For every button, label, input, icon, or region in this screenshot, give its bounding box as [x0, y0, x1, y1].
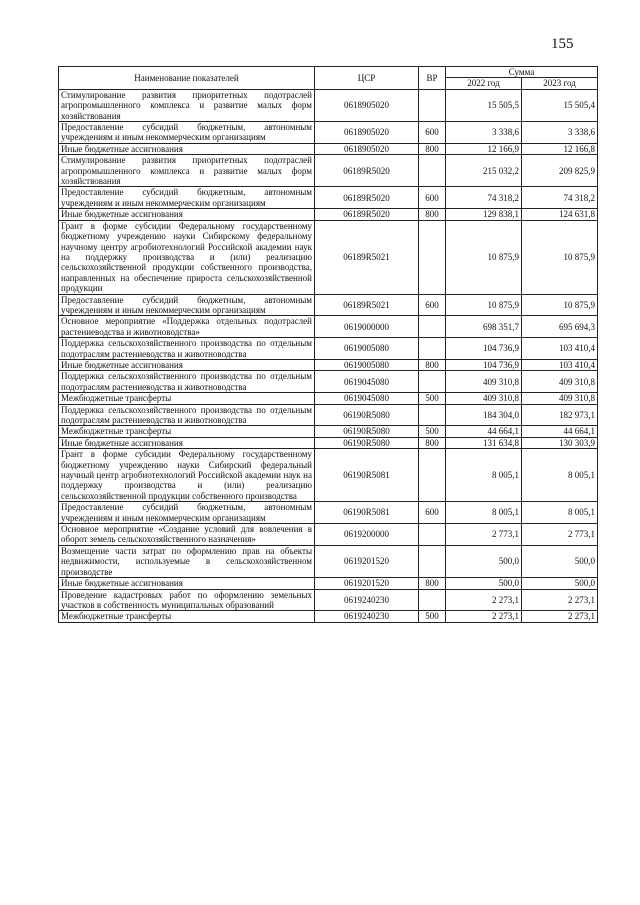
row-name: Иные бюджетные ассигнования	[59, 359, 315, 370]
row-csr: 0618905020	[315, 143, 419, 154]
table-row	[59, 89, 598, 121]
row-name: Предоставление субсидий бюджетным, автономным учреждениям и иным некоммерческим организациям	[59, 502, 315, 524]
row-csr: 0619200000	[315, 524, 419, 546]
row-sum-2022: 8 005,1	[446, 449, 522, 502]
row-sum-2023: 10 875,9	[522, 220, 598, 294]
header-name: Наименование показателей	[59, 67, 315, 90]
row-vr: 500	[419, 426, 446, 437]
row-sum-2023: 12 166,8	[522, 143, 598, 154]
row-sum-2022: 10 875,9	[446, 220, 522, 294]
row-sum-2022: 15 505,5	[446, 89, 522, 121]
row-name: Предоставление субсидий бюджетным, автономным учреждениям и иным некоммерческим организациям	[59, 294, 315, 316]
row-sum-2022: 215 032,2	[446, 155, 522, 187]
row-name: Предоставление субсидий бюджетным, автономным учреждениям и иным некоммерческим организациям	[59, 187, 315, 209]
row-sum-2022: 3 338,6	[446, 122, 522, 144]
row-sum-2023: 130 303,9	[522, 437, 598, 448]
row-sum-2023: 409 310,8	[522, 393, 598, 404]
table-row	[59, 209, 598, 220]
row-vr: 500	[419, 393, 446, 404]
row-csr: 06190R5080	[315, 426, 419, 437]
table-row	[59, 589, 598, 611]
table-row	[59, 220, 598, 294]
row-vr	[419, 589, 446, 611]
table-row	[59, 294, 598, 316]
row-vr: 600	[419, 502, 446, 524]
row-sum-2023: 103 410,4	[522, 338, 598, 360]
row-csr: 06190R5081	[315, 502, 419, 524]
row-name: Иные бюджетные ассигнования	[59, 578, 315, 589]
row-vr: 800	[419, 359, 446, 370]
table-row	[59, 611, 598, 622]
row-sum-2022: 129 838,1	[446, 209, 522, 220]
row-sum-2022: 2 773,1	[446, 524, 522, 546]
row-name: Поддержка сельскохозяйственного производства по отдельным подотраслям растениеводства и животноводства	[59, 338, 315, 360]
table-row	[59, 338, 598, 360]
table-row	[59, 426, 598, 437]
row-csr: 06189R5021	[315, 294, 419, 316]
row-sum-2023: 103 410,4	[522, 359, 598, 370]
row-name: Поддержка сельскохозяйственного производства по отдельным подотраслям растениеводства и животноводства	[59, 371, 315, 393]
row-sum-2023: 209 825,9	[522, 155, 598, 187]
row-csr: 0619240230	[315, 589, 419, 611]
row-vr	[419, 220, 446, 294]
row-name: Иные бюджетные ассигнования	[59, 209, 315, 220]
table-row	[59, 578, 598, 589]
row-sum-2023: 8 005,1	[522, 502, 598, 524]
row-sum-2022: 698 351,7	[446, 316, 522, 338]
table-row	[59, 122, 598, 144]
row-name: Межбюджетные трансферты	[59, 611, 315, 622]
row-sum-2023: 8 005,1	[522, 449, 598, 502]
table-row	[59, 143, 598, 154]
row-vr: 800	[419, 437, 446, 448]
row-sum-2023: 500,0	[522, 578, 598, 589]
row-csr: 0619045080	[315, 393, 419, 404]
row-name: Иные бюджетные ассигнования	[59, 437, 315, 448]
table-body	[59, 89, 598, 622]
row-csr: 06189R5020	[315, 187, 419, 209]
table-row	[59, 545, 598, 577]
row-sum-2022: 500,0	[446, 578, 522, 589]
row-vr: 800	[419, 209, 446, 220]
row-csr: 0619240230	[315, 611, 419, 622]
row-csr: 06190R5080	[315, 404, 419, 426]
row-sum-2022: 74 318,2	[446, 187, 522, 209]
row-sum-2023: 2 773,1	[522, 524, 598, 546]
row-name: Предоставление субсидий бюджетным, автономным учреждениям и иным некоммерческим организациям	[59, 122, 315, 144]
table-row	[59, 155, 598, 187]
row-vr	[419, 155, 446, 187]
row-vr	[419, 404, 446, 426]
row-sum-2023: 182 973,1	[522, 404, 598, 426]
table-row	[59, 359, 598, 370]
row-name: Проведение кадастровых работ по оформлению земельных участков в собственность муниципальных образований	[59, 589, 315, 611]
row-sum-2022: 104 736,9	[446, 359, 522, 370]
table-row	[59, 404, 598, 426]
row-csr: 0619005080	[315, 359, 419, 370]
table-row	[59, 437, 598, 448]
row-csr: 06189R5020	[315, 209, 419, 220]
table-row	[59, 371, 598, 393]
row-csr: 0618905020	[315, 122, 419, 144]
row-name: Межбюджетные трансферты	[59, 426, 315, 437]
table-row	[59, 449, 598, 502]
row-sum-2023: 3 338,6	[522, 122, 598, 144]
row-name: Возмещение части затрат по оформлению прав на объекты недвижимости, используемые в сельскохозяйственном производстве	[59, 545, 315, 577]
row-name: Поддержка сельскохозяйственного производства по отдельным подотраслям растениеводства и животноводства	[59, 404, 315, 426]
table-row	[59, 316, 598, 338]
row-csr: 0619201520	[315, 545, 419, 577]
row-vr: 600	[419, 294, 446, 316]
header-year-2023: 2023 год	[522, 78, 598, 89]
row-vr	[419, 545, 446, 577]
row-vr	[419, 524, 446, 546]
row-sum-2022: 131 634,8	[446, 437, 522, 448]
row-vr: 600	[419, 122, 446, 144]
row-vr	[419, 316, 446, 338]
row-sum-2022: 409 310,8	[446, 393, 522, 404]
row-sum-2022: 500,0	[446, 545, 522, 577]
row-csr: 06189R5021	[315, 220, 419, 294]
row-vr: 800	[419, 143, 446, 154]
row-vr	[419, 449, 446, 502]
row-sum-2023: 500,0	[522, 545, 598, 577]
row-name: Стимулирование развития приоритетных подотраслей агропромышленного комплекса и развитие малых форм хозяйствования	[59, 89, 315, 121]
row-name: Основное мероприятие «Поддержка отдельных подотраслей растениеводства и животноводства»	[59, 316, 315, 338]
row-sum-2022: 44 664,1	[446, 426, 522, 437]
row-vr	[419, 89, 446, 121]
row-csr: 06189R5020	[315, 155, 419, 187]
row-sum-2022: 2 273,1	[446, 611, 522, 622]
row-sum-2022: 12 166,9	[446, 143, 522, 154]
header-sum: Сумма	[446, 67, 598, 78]
row-csr: 0619005080	[315, 338, 419, 360]
row-name: Межбюджетные трансферты	[59, 393, 315, 404]
row-vr: 600	[419, 187, 446, 209]
row-csr: 0618905020	[315, 89, 419, 121]
row-vr	[419, 338, 446, 360]
table-row	[59, 393, 598, 404]
row-sum-2023: 10 875,9	[522, 294, 598, 316]
header-csr: ЦСР	[315, 67, 419, 90]
row-name: Стимулирование развития приоритетных подотраслей агропромышленного комплекса и развитие малых форм хозяйствования	[59, 155, 315, 187]
row-name: Грант в форме субсидии Федеральному государственному бюджетному учреждению науки Сибирский федеральный научный центр агробиотехнологий Российской академии наук на поддержку производства и (или) реализацию сельскохозяйственной продукции собственного производства	[59, 449, 315, 502]
row-sum-2023: 74 318,2	[522, 187, 598, 209]
row-vr	[419, 371, 446, 393]
row-sum-2022: 10 875,9	[446, 294, 522, 316]
page-number: 155	[551, 36, 574, 52]
row-sum-2023: 2 273,1	[522, 611, 598, 622]
row-csr: 0619045080	[315, 371, 419, 393]
row-sum-2023: 2 273,1	[522, 589, 598, 611]
row-sum-2022: 2 273,1	[446, 589, 522, 611]
header-year-2022: 2022 год	[446, 78, 522, 89]
row-sum-2023: 409 310,8	[522, 371, 598, 393]
row-csr: 0619000000	[315, 316, 419, 338]
row-sum-2023: 124 631,8	[522, 209, 598, 220]
row-csr: 0619201520	[315, 578, 419, 589]
header-vr: ВР	[419, 67, 446, 90]
table-row	[59, 187, 598, 209]
row-name: Основное мероприятие «Создание условий для вовлечения в оборот земель сельскохозяйственного назначения»	[59, 524, 315, 546]
table-row	[59, 502, 598, 524]
row-sum-2023: 695 694,3	[522, 316, 598, 338]
row-sum-2022: 184 304,0	[446, 404, 522, 426]
row-vr: 800	[419, 578, 446, 589]
row-name: Иные бюджетные ассигнования	[59, 143, 315, 154]
row-sum-2022: 104 736,9	[446, 338, 522, 360]
row-vr: 500	[419, 611, 446, 622]
row-sum-2023: 15 505,4	[522, 89, 598, 121]
row-csr: 06190R5081	[315, 449, 419, 502]
row-sum-2023: 44 664,1	[522, 426, 598, 437]
row-csr: 06190R5080	[315, 437, 419, 448]
table-row	[59, 524, 598, 546]
budget-table	[58, 66, 598, 623]
row-sum-2022: 409 310,8	[446, 371, 522, 393]
row-name: Грант в форме субсидии Федеральному государственному бюджетному учреждению науки Сибирскому федеральному научному центру агробиотехнологий Российской академии наук на поддержку производства и (или) реализацию сельскохозяйственной продукции собственного производства, направленных на обеспечение прироста сельскохозяйственной продукции	[59, 220, 315, 294]
row-sum-2022: 8 005,1	[446, 502, 522, 524]
